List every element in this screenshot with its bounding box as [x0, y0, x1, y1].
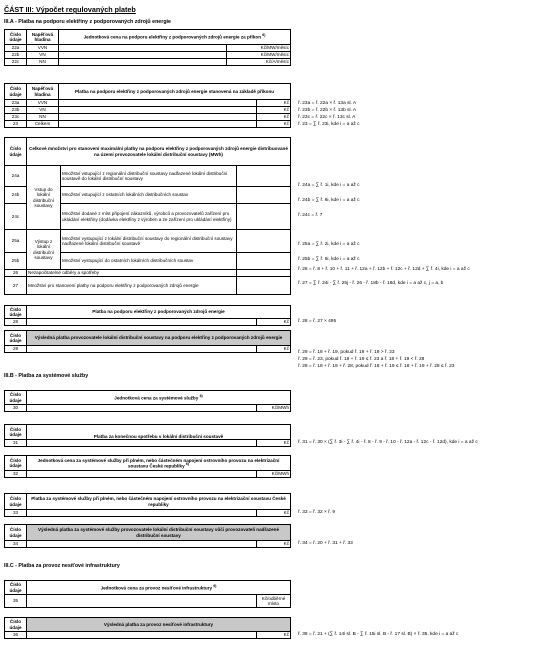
row-desc: Množství vystupující do ostatních lokálních distribučních soustav	[61, 253, 237, 270]
row-unit: Kč	[257, 107, 291, 114]
row-unit: Kč	[257, 440, 291, 447]
table-row	[5, 45, 291, 52]
table-header: Jednotková cena na podporu elektřiny z podporovaných zdrojů energie za příkon $^{6)}$	[59, 30, 291, 45]
value-cell[interactable]	[59, 114, 257, 121]
formula-24b: ř. 24b = ∑ ř. 6i, kde i = a až c	[298, 198, 360, 203]
table-row	[5, 541, 291, 548]
row-unit: Kč/A/měsíc	[227, 59, 291, 66]
table-row	[5, 319, 291, 326]
row-id: 22a	[5, 45, 27, 52]
row-unit: Kč	[257, 114, 291, 121]
row-id: 23	[5, 121, 27, 128]
table-result-nonnetwork	[4, 617, 291, 639]
row-id: 25a	[5, 230, 27, 253]
row-level: VVN	[27, 100, 59, 107]
group-label-in: Vstup do lokální distribuční soustavy	[27, 166, 61, 230]
table-row	[5, 510, 291, 517]
value-cell[interactable]	[27, 595, 257, 608]
formula-33: ř. 33 = ř. 32 × ř. 9	[298, 510, 336, 515]
table-result-support	[4, 330, 291, 353]
col-header-level: Napěťová hladina	[27, 30, 59, 45]
formula-23a: ř. 23a = ř. 22a × ř. 13a sl. A	[298, 101, 357, 106]
section-a-title: III.A - Platba na podporu elektřiny z podporovaných zdrojů energie	[4, 19, 171, 25]
table-row	[5, 346, 291, 353]
row-desc: Množství pro stanovení platby na podporu elektřiny z podporovaných zdrojů energie	[27, 277, 237, 295]
formula-36: ř. 36 = ř. 21 + (∑ ř. 14i sl. B - ∑ ř. 15i sl. B - ř. 17 sl. B) × ř. 35, kde i = a až c	[298, 632, 459, 637]
value-cell[interactable]	[59, 52, 227, 59]
table-final-consumption	[4, 424, 291, 447]
col-header-id: Číslo údaje	[5, 84, 27, 100]
table-row	[5, 270, 291, 277]
col-header-id: Číslo údaje	[5, 581, 27, 595]
row-id: 26	[5, 270, 27, 277]
value-cell[interactable]	[27, 632, 257, 639]
row-id: 22b	[5, 52, 27, 59]
formula-23c: ř. 23c = ř. 22c × ř. 13c sl. A	[298, 115, 356, 120]
row-desc: Množství dodané z míst připojení zákazníků, výrobců a provozovatelů zařízení pro ukládání elektřiny (dodávka elektřiny z výroben a ze zařízení pro ukládání elektřiny)	[61, 204, 237, 230]
formula-25b: ř. 25b = ∑ ř. 5i, kde i = a až c	[298, 257, 360, 262]
row-level: VN	[27, 107, 59, 114]
table-row	[5, 107, 291, 114]
formula-29b: ř. 29 = ř. 23, pokud ř. 18 + ř. 19 ≤ ř. 23 a ř. 18 + ř. 19 < ř. 28	[298, 357, 425, 362]
formula-31: ř. 31 = ř. 30 × (∑ ř. 3i - ∑ ř. 4i - ř. 8 - ř. 9 - ř. 10 - ř. 12a - ř. 12c - ř. 12d), kde i = a až c	[298, 440, 478, 445]
table-row	[5, 100, 291, 107]
section-c-title: III.C - Platba za provoz nesíťové infrastruktury	[4, 563, 120, 569]
col-header-id: Číslo údaje	[5, 391, 27, 405]
row-desc: Nezapočitatelné odběry a spotřeby	[27, 270, 237, 277]
row-id: 24a	[5, 166, 27, 187]
row-id: 34	[5, 541, 27, 548]
row-id: 32	[5, 471, 27, 478]
row-unit: Kč/MW/měsíc	[227, 45, 291, 52]
formula-27: ř. 27 = ∑ ř. 24i - ∑ ř. 25j - ř. 26 - ř. 18b - ř. 18d, kde i = a až c, j = a, b	[298, 281, 444, 286]
col-header-id: Číslo údaje	[5, 618, 27, 632]
col-header-id: Číslo údaje	[5, 306, 27, 319]
table-row	[5, 121, 291, 128]
row-id: 29	[5, 346, 27, 353]
table-quantity	[4, 137, 291, 295]
value-cell[interactable]	[59, 45, 227, 52]
table-row	[5, 59, 291, 66]
row-id: 24c	[5, 204, 27, 230]
table-row	[5, 166, 291, 187]
value-cell[interactable]	[237, 187, 291, 204]
row-desc: Množství vstupující z ostatních lokálních distribučních soustav	[61, 187, 237, 204]
value-cell[interactable]	[27, 541, 257, 548]
value-cell[interactable]	[237, 166, 291, 187]
table-row	[5, 632, 291, 639]
table-row	[5, 114, 291, 121]
row-unit: Kč	[257, 121, 291, 128]
table-header: Jednotková cena za systémové služby při plném, nebo částečném napojení ostrovního provozu na elektrizační soustavu České republiky $^{6)}$	[27, 456, 291, 471]
table-unit-price-system	[4, 390, 291, 412]
formula-28: ř. 28 = ř. 27 × 495	[298, 319, 337, 324]
section-b-title: III.B - Platba za systémové služby	[4, 373, 89, 379]
row-id: 24b	[5, 187, 27, 204]
table-row	[5, 52, 291, 59]
value-cell[interactable]	[237, 230, 291, 253]
table-row	[5, 405, 291, 412]
table-row	[5, 230, 291, 253]
value-cell[interactable]	[27, 346, 257, 353]
value-cell[interactable]	[237, 277, 291, 295]
value-cell[interactable]	[27, 471, 257, 478]
table-row	[5, 595, 291, 608]
value-cell[interactable]	[59, 107, 257, 114]
table-header: Jednotková cena za provoz nesíťové infrastruktury $^{6)}$	[27, 581, 291, 595]
row-id: 27	[5, 277, 27, 295]
col-header-id: Číslo údaje	[5, 138, 27, 166]
value-cell[interactable]	[237, 270, 291, 277]
table-payment-island	[4, 493, 291, 517]
value-cell[interactable]	[27, 405, 257, 412]
table-payment-support	[4, 305, 291, 326]
formula-29c: ř. 29 = ř. 18 + ř. 19 + ř. 28, pokud ř. 18 + ř. 19 ≤ ř. 18 + ř. 19 + ř. 28 ≤ ř. 23	[298, 364, 455, 369]
table-header: Výsledná platba za systémové služby provozovatele lokální distribuční soustavy vůči provozovateli nadřazené distribuční soustavy	[27, 525, 291, 541]
value-cell[interactable]	[27, 440, 257, 447]
row-unit: Kč	[257, 346, 291, 353]
table-header: Celkové množství pro stanovení maximální platby na podporu elektřiny z podporovaných zdrojů energie distribuované na území provozovatele lokální distribuční soustavy (MWh)	[27, 138, 291, 166]
row-desc: Množství vystupující z lokální distribuční soustavy do regionální distribuční soustavy nadřazené lokální distribuční soustavě	[61, 230, 237, 253]
table-row	[5, 471, 291, 478]
table-header: Platba za systémové služby při plném, nebo částečném napojení ostrovního provozu na elektrizační soustavu České republiky	[27, 494, 291, 510]
col-header-id: Číslo údaje	[5, 30, 27, 45]
formula-25a: ř. 25a = ∑ ř. 2i, kde i = a až c	[298, 242, 360, 247]
table-header: Platba na podporu elektřiny z podporovaných zdrojů energie	[27, 306, 291, 319]
row-level: Celkem	[27, 121, 59, 128]
formula-34: ř. 34 = ř. 20 + ř. 31 + ř. 33	[298, 541, 353, 546]
formula-24a: ř. 24a = ∑ ř. 1i, kde i = a až c	[298, 183, 360, 188]
row-id: 36	[5, 632, 27, 639]
row-unit: Kč	[257, 319, 291, 326]
row-unit: Kč	[257, 541, 291, 548]
table-header: Výsledná platba za provoz nesíťové infrastruktury	[27, 618, 291, 632]
col-header-id: Číslo údaje	[5, 456, 27, 471]
value-cell[interactable]	[27, 319, 257, 326]
col-header-id: Číslo údaje	[5, 425, 27, 440]
row-unit: Kč/odběrné místo	[257, 595, 291, 608]
row-id: 33	[5, 510, 27, 517]
table-header: Platba za konečnou spotřebu v lokální distribuční soustavě	[27, 425, 291, 440]
row-id: 28	[5, 319, 27, 326]
value-cell[interactable]	[237, 253, 291, 270]
group-label-out: Výstup z lokální distribuční soustavy	[27, 230, 61, 270]
row-unit: Kč	[257, 100, 291, 107]
row-id: 23c	[5, 114, 27, 121]
formula-29a: ř. 29 = ř. 18 + ř. 19, pokud ř. 18 + ř. 19 > ř. 23	[298, 350, 395, 355]
col-header-id: Číslo údaje	[5, 525, 27, 541]
formula-23: ř. 23 = ∑ ř. 23i, kde i = a až c	[298, 122, 360, 127]
row-id: 23b	[5, 107, 27, 114]
row-id: 31	[5, 440, 27, 447]
row-id: 25b	[5, 253, 27, 270]
value-cell[interactable]	[27, 510, 257, 517]
value-cell[interactable]	[237, 204, 291, 230]
row-level: VVN	[27, 45, 59, 52]
formula-23b: ř. 23b = ř. 22b × ř. 13b sl. A	[298, 108, 357, 113]
col-header-id: Číslo údaje	[5, 494, 27, 510]
row-unit: Kč/MWh	[257, 405, 291, 412]
page-title: ČÁST III: Výpočet regulovaných plateb	[4, 5, 136, 14]
row-unit: Kč/MWh	[257, 471, 291, 478]
row-id: 22c	[5, 59, 27, 66]
value-cell[interactable]	[59, 121, 257, 128]
table-row	[5, 277, 291, 295]
col-header-id: Číslo údaje	[5, 331, 27, 346]
row-level: VN	[27, 52, 59, 59]
table-result-system	[4, 524, 291, 548]
table-header: Platba na podporu elektřiny z podporovaných zdrojů energie stanovená na základě příkonu	[59, 84, 291, 100]
value-cell[interactable]	[59, 59, 227, 66]
row-level: NN	[27, 114, 59, 121]
table-header: Výsledná platba provozovatele lokální distribuční soustavy na podporu elektřiny z podporovaných zdrojů energie	[27, 331, 291, 346]
row-unit: Kč/MW/měsíc	[227, 52, 291, 59]
row-unit: Kč	[257, 510, 291, 517]
formula-26: ř. 26 = ř. 8 + ř. 10 + ř. 11 + ř. 12a + ř. 12b + ř. 12c + ř. 12d + ∑ ř. 4i, kde i = a až c	[298, 267, 470, 272]
row-id: 35	[5, 595, 27, 608]
row-id: 23a	[5, 100, 27, 107]
row-desc: Množství vstupující z regionální distribuční soustavy nadřazené lokální distribuční soustavě do lokální distribuční soustavy	[61, 166, 237, 187]
table-payment-capacity	[4, 83, 291, 128]
row-id: 30	[5, 405, 27, 412]
formula-24c: ř. 24c = ř. 7	[298, 213, 323, 218]
col-header-level: Napěťová hladina	[27, 84, 59, 100]
table-row	[5, 440, 291, 447]
table-unit-price-island	[4, 455, 291, 478]
row-unit: Kč	[257, 632, 291, 639]
table-unit-price-nonnetwork	[4, 580, 291, 608]
row-level: NN	[27, 59, 59, 66]
table-unit-price-capacity	[4, 29, 291, 66]
value-cell[interactable]	[59, 100, 257, 107]
table-header: Jednotková cena za systémové služby $^{6)}$	[27, 391, 291, 405]
